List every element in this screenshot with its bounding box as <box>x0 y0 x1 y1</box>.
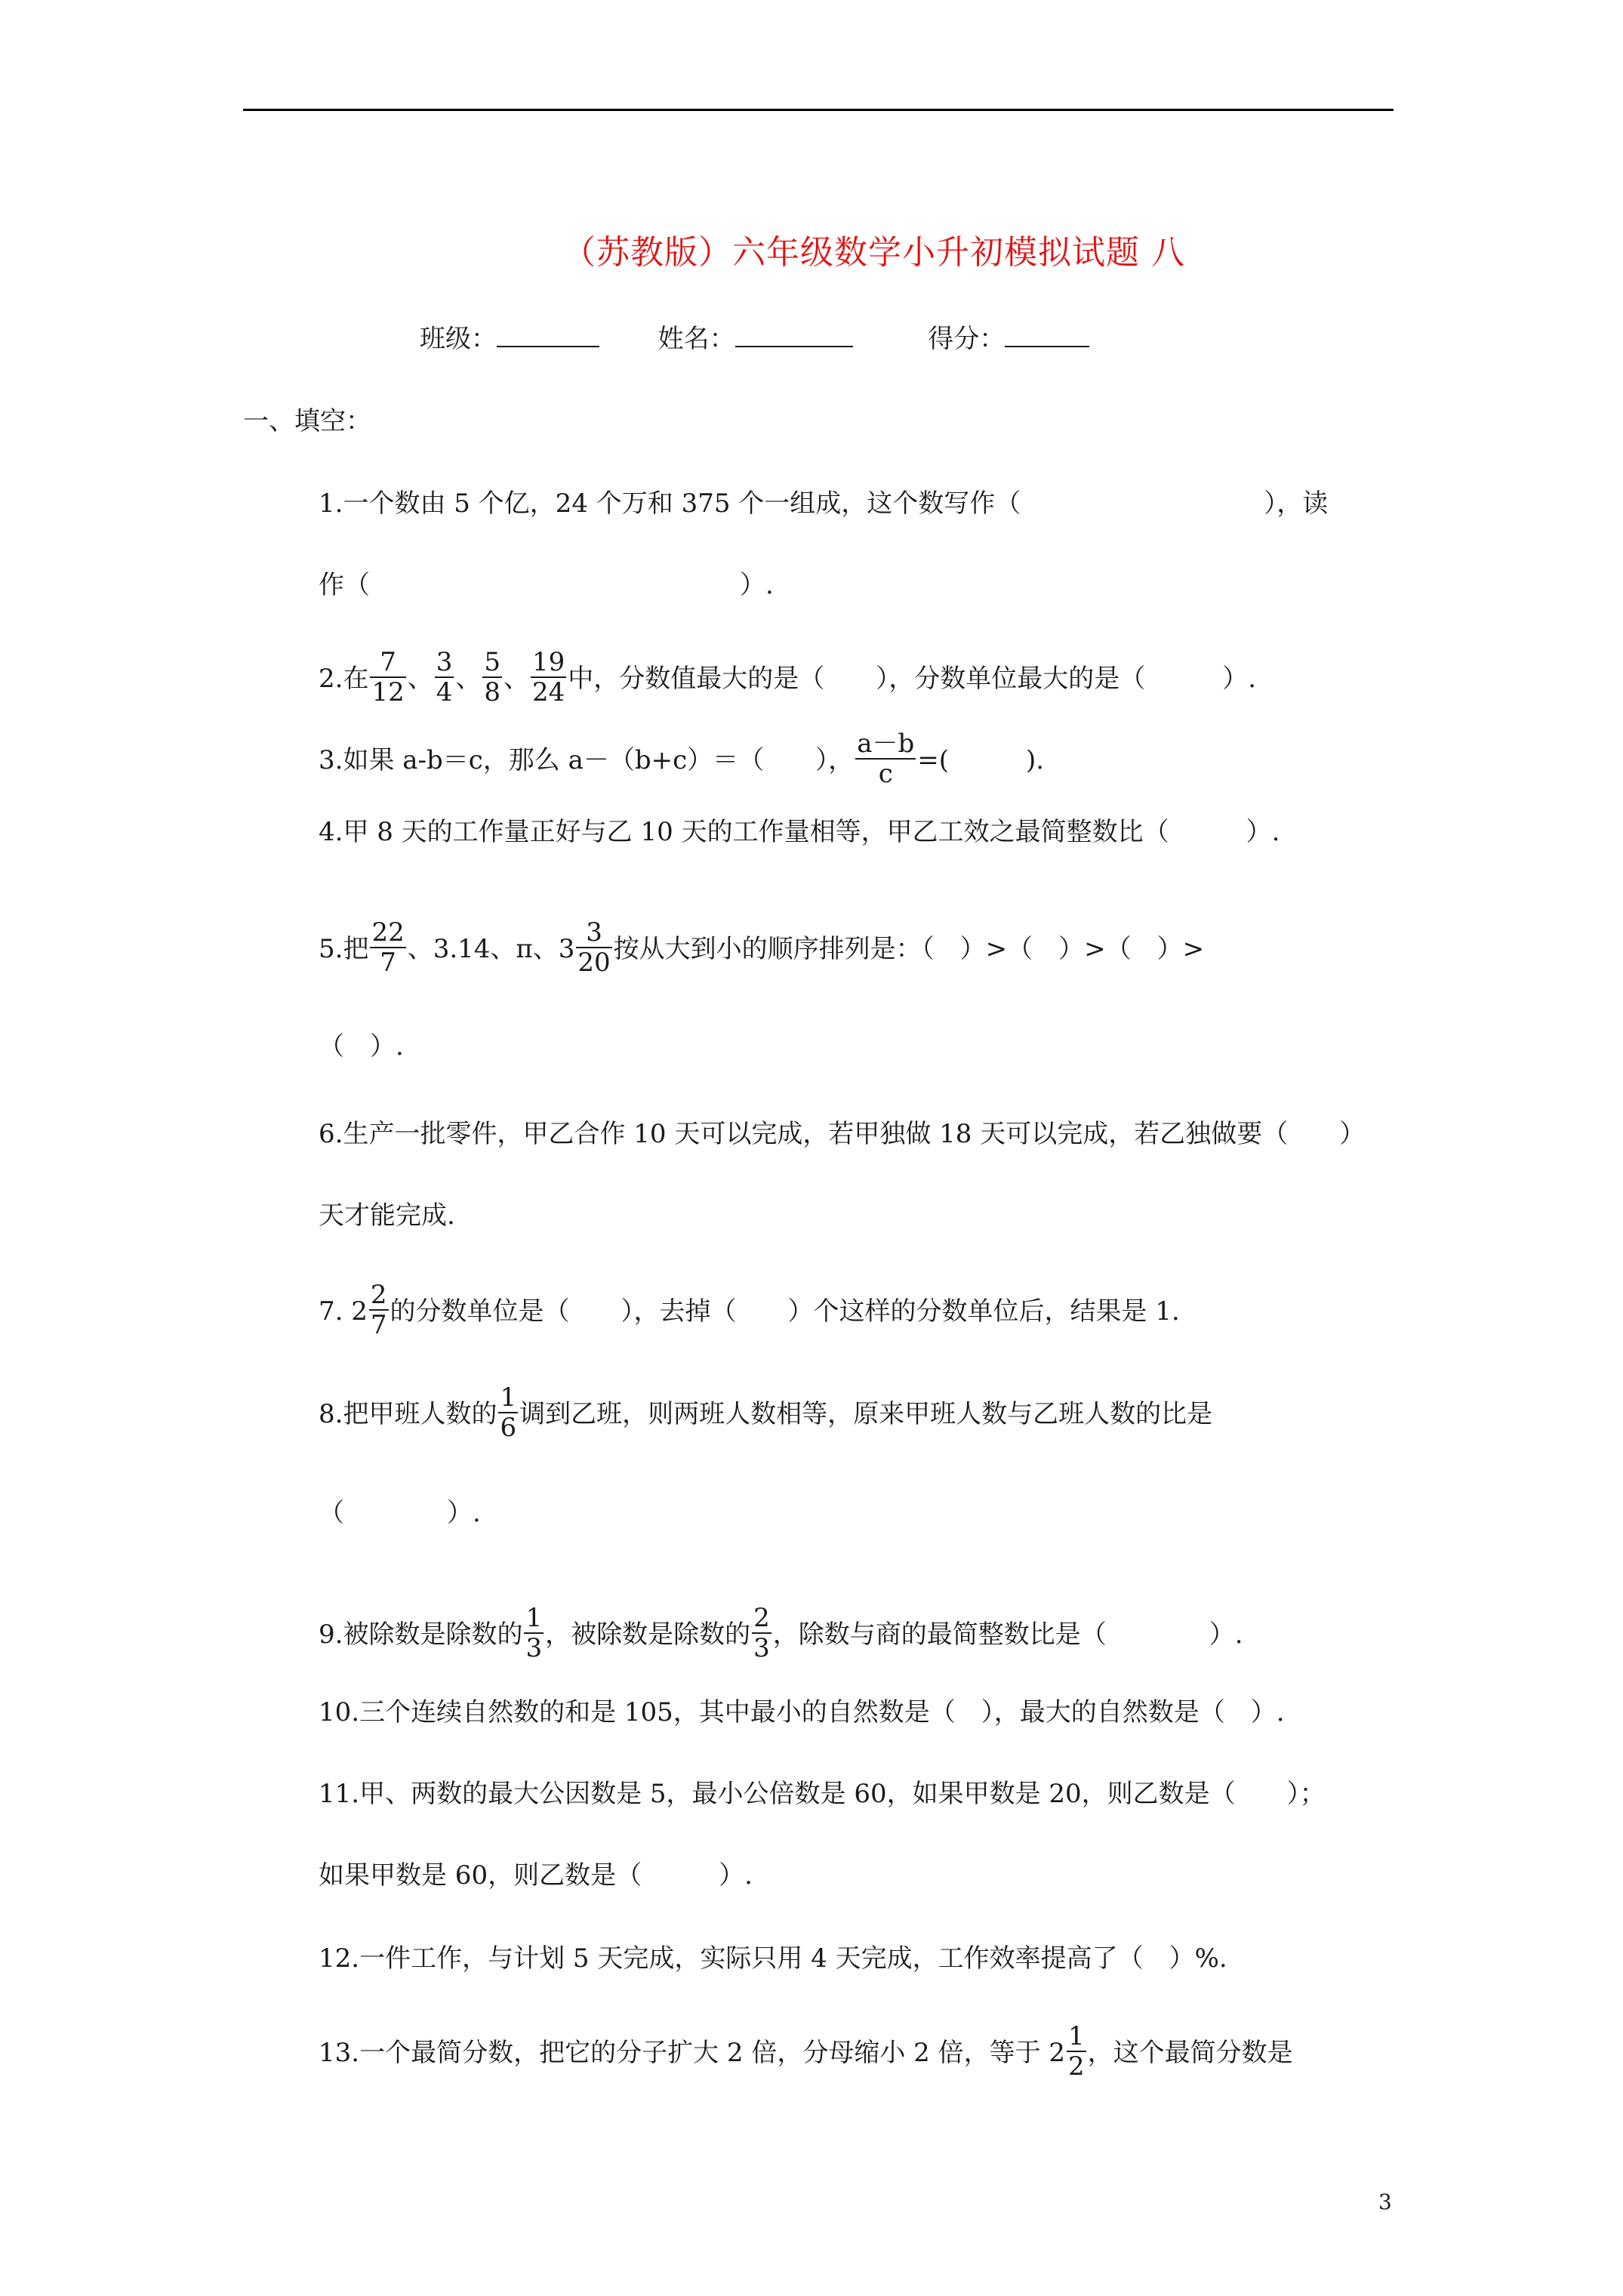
q9-suffix: ，除数与商的最简整数比是（ ）. <box>772 1620 1243 1650</box>
name-field[interactable] <box>735 323 853 347</box>
question-5: 5.把 $\frac{22}{7}$ 、3.14、π、3 $\frac{3}{20}$ 按从大到小的顺序排列是：（ ）>（ ）>（ ）> <box>319 917 1205 978</box>
page-title: （苏教版）六年级数学小升初模拟试题 八 <box>562 233 1185 272</box>
question-7 <box>319 1280 1180 1342</box>
question-3 <box>319 729 1045 791</box>
question-4: 4.甲 8 天的工作量正好与乙 10 天的工作量相等，甲乙工效之最简整数比（ ）. <box>319 817 1280 847</box>
class-label: 班级： <box>420 324 497 354</box>
q3-prefix: 3.如果 a-b＝c，那么 a－（b+c）＝（ ）， <box>319 745 855 775</box>
question-13 <box>319 2021 1293 2084</box>
fraction: $\frac{1}{3}$ <box>525 1603 543 1663</box>
fraction: $\frac{22}{7}$ <box>371 917 405 978</box>
q8-suffix: 调到乙班，则两班人数相等，原来甲班人数与乙班人数的比是 <box>519 1399 1213 1429</box>
section-heading: 一、填空： <box>243 406 371 436</box>
question-9: 9.被除数是除数的 $\frac{1}{3}$ ，被除数是除数的 $\frac{2}{3}$ ，除数与商的最简整数比是（ ）. <box>319 1603 1243 1663</box>
question-6-cont: 天才能完成. <box>319 1200 455 1231</box>
fraction: $\frac{7}{12}$ <box>371 647 405 707</box>
q5-suffix: 按从大到小的顺序排列是：（ ）>（ ）>（ ）> <box>613 934 1205 964</box>
header-rule <box>243 109 1394 111</box>
fraction: $\frac{5}{8}$ <box>484 647 500 707</box>
question-5-cont: （ ）. <box>319 1031 404 1062</box>
question-1 <box>319 488 1328 519</box>
q7-suffix: 的分数单位是（ ），去掉（ ）个这样的分数单位后，结果是 1. <box>390 1296 1180 1327</box>
q13-prefix: 13.一个最简分数，把它的分子扩大 2 倍，分母缩小 2 倍，等于 2 <box>319 2038 1066 2068</box>
fraction: $\frac{2}{3}$ <box>753 1603 770 1663</box>
q13-suffix: ，这个最简分数是 <box>1087 2038 1293 2068</box>
page-number: 3 <box>1378 2190 1392 2214</box>
q9-prefix: 9.被除数是除数的 <box>319 1620 523 1650</box>
q7-prefix: 7. 2 <box>319 1296 368 1327</box>
q5-prefix: 5.把 <box>319 934 369 964</box>
score-field[interactable] <box>1005 323 1089 347</box>
q1-text-c: 作（ <box>319 570 370 600</box>
question-8-cont: （ ）. <box>319 1498 481 1528</box>
student-info-row <box>420 323 1089 354</box>
question-1-cont <box>319 570 774 600</box>
name-label: 姓名： <box>658 324 735 354</box>
question-8 <box>319 1382 1213 1445</box>
fraction: $\frac{3}{20}$ <box>577 917 611 978</box>
question-11-cont: 如果甲数是 60，则乙数是（ ）. <box>319 1860 753 1891</box>
q1-text-b: ），读 <box>1264 488 1329 519</box>
question-12: 12.一件工作，与计划 5 天完成，实际只用 4 天完成，工作效率提高了（ ）%. <box>319 1943 1227 1974</box>
question-2: 2.在 $\frac{7}{12}$ 、 $\frac{3}{4}$ 、 $\frac{5}{8}$ 、 $\frac{19}{24}$ 中，分数值最大的是（ ），分数单位最大的是（ ）. <box>319 647 1257 707</box>
q2-suffix: 中，分数值最大的是（ ），分数单位最大的是（ ）. <box>568 664 1257 694</box>
fraction: $\frac{1}{6}$ <box>500 1382 517 1443</box>
class-field[interactable] <box>497 323 599 347</box>
q1-text-d: ）. <box>740 570 774 600</box>
question-6: 6.生产一批零件，甲乙合作 10 天可以完成，若甲独做 18 天可以完成，若乙独做要（ ） <box>319 1119 1366 1149</box>
question-11: 11.甲、两数的最大公因数是 5，最小公倍数是 60，如果甲数是 20，则乙数是（ ）； <box>319 1779 1326 1809</box>
q8-prefix: 8.把甲班人数的 <box>319 1399 497 1429</box>
score-label: 得分： <box>928 324 1006 354</box>
fraction: $\frac{a-b}{c}$ <box>857 729 915 789</box>
fraction: $\frac{2}{7}$ <box>370 1280 387 1340</box>
fraction: $\frac{3}{4}$ <box>436 647 453 707</box>
q1-text-a: 1.一个数由 5 个亿，24 个万和 375 个一组成，这个数写作（ <box>319 488 1021 519</box>
q3-suffix: =( ). <box>917 745 1045 775</box>
q2-prefix: 2.在 <box>319 664 369 694</box>
question-10: 10.三个连续自然数的和是 105，其中最小的自然数是（ ），最大的自然数是（ ）. <box>319 1697 1285 1727</box>
fraction: $\frac{19}{24}$ <box>532 647 565 707</box>
fraction: $\frac{1}{2}$ <box>1068 2021 1085 2082</box>
